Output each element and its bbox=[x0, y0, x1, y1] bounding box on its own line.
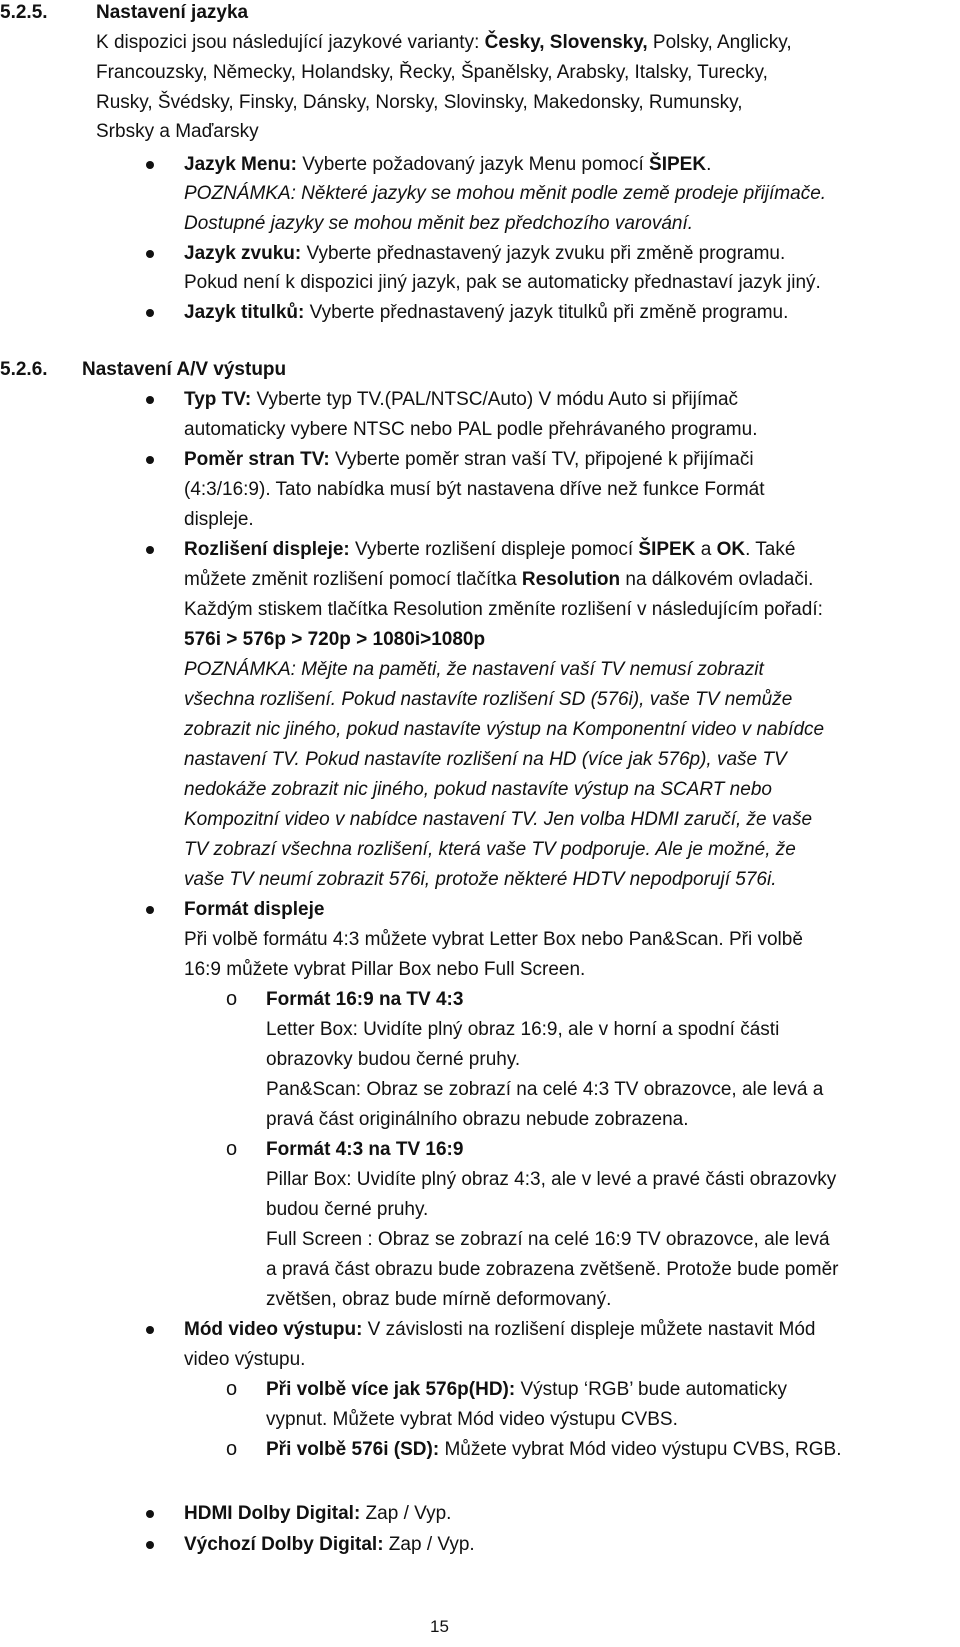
sub-bullet-icon: o bbox=[226, 988, 238, 1010]
body-text: Full Screen : Obraz se zobrazí na celé 16:9 TV obrazovce, ale levá bbox=[266, 1229, 830, 1250]
note-text: nedokáže zobrazit nic jiného, pokud nastavíte výstup na SCART nebo bbox=[184, 779, 772, 800]
body-text: Pokud není k dispozici jiný jazyk, pak se automaticky přednastaví jazyk jiný. bbox=[184, 272, 821, 293]
note-text: zobrazit nic jiného, pokud nastavíte výstup na Komponentní video v nabídce bbox=[184, 719, 825, 740]
sub-bullet-icon: o bbox=[226, 1378, 238, 1400]
bullet-icon bbox=[146, 456, 154, 464]
resolution-order: 576i > 576p > 720p > 1080i>1080p bbox=[184, 629, 486, 650]
bullet-icon bbox=[146, 250, 154, 258]
body-text: Pan&Scan: Obraz se zobrazí na celé 4:3 TV obrazovce, ale levá a bbox=[266, 1079, 824, 1100]
body-text: Při volbě formátu 4:3 můžete vybrat Letter Box nebo Pan&Scan. Při volbě bbox=[184, 929, 803, 950]
sub-item: Při volbě více jak 576p(HD): Výstup ‘RGB’ bude automaticky bbox=[266, 1379, 787, 1400]
intro-line: Francouzsky, Německy, Holandsky, Řecky, Španělsky, Arabsky, Italsky, Turecky, bbox=[96, 62, 768, 83]
body-text: vypnut. Můžete vybrat Mód video výstupu CVBS. bbox=[266, 1409, 678, 1430]
body-text: 16:9 můžete vybrat Pillar Box nebo Full Screen. bbox=[184, 959, 586, 980]
body-text: displeje. bbox=[184, 509, 254, 530]
bullet-icon bbox=[146, 309, 154, 317]
body-text: Pillar Box: Uvidíte plný obraz 4:3, ale v levé a pravé části obrazovky bbox=[266, 1169, 837, 1190]
display-format-item: Formát displeje bbox=[184, 899, 325, 920]
body-text: můžete změnit rozlišení pomocí tlačítka Resolution na dálkovém ovladači. bbox=[184, 569, 814, 590]
subtitle-language-item: Jazyk titulků: Vyberte přednastavený jazyk titulků při změně programu. bbox=[184, 302, 789, 323]
body-text: Každým stiskem tlačítka Resolution změníte rozlišení v následujícím pořadí: bbox=[184, 599, 823, 620]
note-text: vaše TV neumí zobrazit 576i, protože některé HDTV nepodporují 576i. bbox=[184, 869, 777, 890]
video-output-mode-item: Mód video výstupu: V závislosti na rozlišení displeje můžete nastavit Mód bbox=[184, 1319, 816, 1340]
section-title: Nastavení A/V výstupu bbox=[82, 359, 287, 380]
note-text: POZNÁMKA: Některé jazyky se mohou měnit podle země prodeje přijímače. bbox=[184, 183, 827, 204]
body-text: automaticky vybere NTSC nebo PAL podle přehrávaného programu. bbox=[184, 419, 758, 440]
body-text: a pravá část obrazu bude zobrazena zvětšeně. Protože bude poměr bbox=[266, 1259, 839, 1280]
default-dolby-item: Výchozí Dolby Digital: Zap / Vyp. bbox=[184, 1534, 475, 1555]
body-text: zvětšen, obraz bude mírně deformovaný. bbox=[266, 1289, 612, 1310]
note-text: TV zobrazí všechna rozlišení, která vaše TV podporuje. Ale je možné, že bbox=[184, 839, 796, 860]
sub-item-title: Formát 16:9 na TV 4:3 bbox=[266, 989, 464, 1010]
intro-line: K dispozici jsou následující jazykové varianty: Česky, Slovensky, Polsky, Anglicky, bbox=[96, 32, 792, 53]
bullet-icon bbox=[146, 1326, 154, 1334]
sub-item-title: Formát 4:3 na TV 16:9 bbox=[266, 1139, 464, 1160]
audio-language-item: Jazyk zvuku: Vyberte přednastavený jazyk zvuku při změně programu. bbox=[184, 243, 786, 264]
body-text: obrazovky budou černé pruhy. bbox=[266, 1049, 521, 1070]
page-number: 15 bbox=[430, 1617, 449, 1636]
body-text: pravá část originálního obrazu nebude zobrazena. bbox=[266, 1109, 689, 1130]
intro-line: Srbsky a Maďarsky bbox=[96, 121, 259, 142]
intro-line: Rusky, Švédsky, Finsky, Dánsky, Norsky, Slovinsky, Makedonsky, Rumunsky, bbox=[96, 92, 743, 113]
bullet-icon bbox=[146, 396, 154, 404]
sub-item: Při volbě 576i (SD): Můžete vybrat Mód video výstupu CVBS, RGB. bbox=[266, 1439, 842, 1460]
note-text: Dostupné jazyky se mohou měnit bez předchozího varování. bbox=[184, 213, 694, 234]
bullet-icon bbox=[146, 546, 154, 554]
resolution-item: Rozlišení displeje: Vyberte rozlišení displeje pomocí ŠIPEK a OK. Také bbox=[184, 539, 796, 560]
hdmi-dolby-item: HDMI Dolby Digital: Zap / Vyp. bbox=[184, 1503, 452, 1524]
menu-language-item: Jazyk Menu: Vyberte požadovaný jazyk Menu pomocí ŠIPEK. bbox=[184, 154, 712, 175]
body-text: video výstupu. bbox=[184, 1349, 306, 1370]
bullet-icon bbox=[146, 1541, 154, 1549]
note-text: všechna rozlišení. Pokud nastavíte rozlišení SD (576i), vaše TV nemůže bbox=[184, 689, 793, 710]
note-text: Kompozitní video v nabídce nastavení TV. Jen volba HDMI zaručí, že vaše bbox=[184, 809, 813, 830]
body-text: budou černé pruhy. bbox=[266, 1199, 429, 1220]
section-number: 5.2.6. bbox=[0, 359, 48, 380]
sub-bullet-icon: o bbox=[226, 1438, 238, 1460]
bullet-icon bbox=[146, 1510, 154, 1518]
tv-type-item: Typ TV: Vyberte typ TV.(PAL/NTSC/Auto) V módu Auto si přijímač bbox=[184, 389, 739, 410]
aspect-ratio-item: Poměr stran TV: Vyberte poměr stran vaší TV, připojené k přijímači bbox=[184, 449, 754, 470]
bullet-icon bbox=[146, 161, 154, 169]
body-text: Letter Box: Uvidíte plný obraz 16:9, ale v horní a spodní části bbox=[266, 1019, 780, 1040]
note-text: POZNÁMKA: Mějte na paměti, že nastavení vaší TV nemusí zobrazit bbox=[184, 659, 764, 680]
section-title: Nastavení jazyka bbox=[96, 2, 249, 23]
section-number: 5.2.5. bbox=[0, 2, 48, 23]
bullet-icon bbox=[146, 906, 154, 914]
sub-bullet-icon: o bbox=[226, 1138, 238, 1160]
body-text: (4:3/16:9). Tato nabídka musí být nastavena dříve než funkce Formát bbox=[184, 479, 765, 500]
note-text: nastavení TV. Pokud nastavíte rozlišení na HD (více jak 576p), vaše TV bbox=[184, 749, 787, 770]
